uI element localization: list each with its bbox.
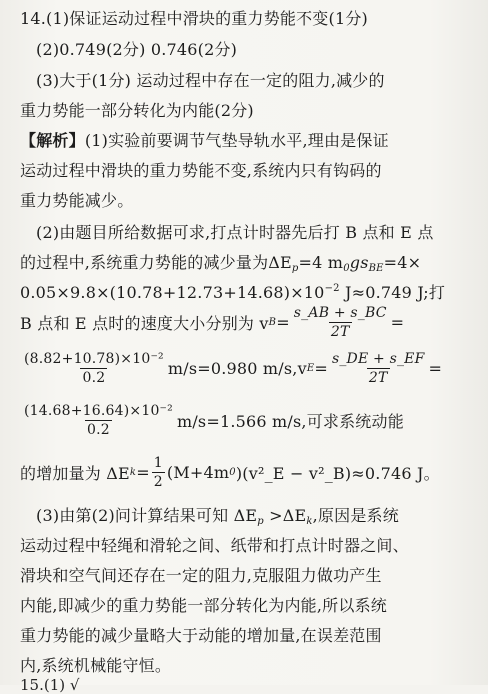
denominator: 2T — [330, 323, 350, 340]
text-span: 的过程中,系统重力势能的减少量为ΔE — [20, 253, 292, 272]
fraction-ve-value — [22, 402, 175, 439]
subscript: 0 — [229, 466, 236, 478]
text-span: gs — [349, 253, 369, 272]
fraction-one-half — [152, 454, 165, 491]
analysis-tag: 【解析】 — [20, 131, 85, 150]
text-span: = — [136, 462, 150, 482]
subscript: k — [129, 466, 137, 478]
analysis-line-7 — [20, 300, 404, 344]
denominator: 0.2 — [82, 369, 106, 386]
answer-line-4: 重力势能一部分转化为内能(2分) — [20, 101, 254, 120]
subscript: E — [306, 362, 315, 374]
subscript: p — [291, 263, 299, 274]
text-span: = — [314, 358, 328, 378]
analysis-line-2: 运动过程中滑块的重力势能不变,系统内只有钩码的 — [20, 161, 382, 180]
analysis-text: (1)实验前要调节气垫导轨水平,理由是保证 — [84, 131, 389, 150]
next-question-cutoff: 15.(1) √ — [20, 676, 80, 694]
numerator: (14.68+16.64)×10⁻² — [24, 402, 173, 419]
subscript: B — [268, 316, 277, 328]
text-span: 0.05×9.8×(10.78+12.73+14.68)×10 — [20, 283, 325, 302]
fraction-ve-formula — [330, 350, 427, 387]
analysis-line-3: 重力势能减少。 — [20, 191, 134, 210]
text-span: = — [428, 358, 443, 378]
analysis-line-11 — [36, 503, 399, 527]
text-span: >ΔE — [263, 506, 307, 525]
subscript: p — [257, 516, 264, 527]
text-span: ,原因是系统 — [312, 506, 399, 525]
fraction-vb-value — [22, 350, 166, 387]
denominator: 2 — [153, 473, 163, 490]
denominator: 2T — [368, 369, 388, 386]
analysis-line-14: 内能,即减少的重力势能一部分转化为内能,所以系统 — [20, 596, 387, 615]
fraction-vb-formula — [292, 304, 389, 341]
text-span: (3)由第(2)问计算结果可知 ΔE — [36, 506, 258, 525]
answer-line-2: (2)0.749(2分) 0.746(2分) — [36, 40, 238, 59]
numerator: s_DE + s_EF — [331, 350, 425, 367]
superscript: −2 — [324, 283, 340, 294]
analysis-line-15: 重力势能的减少量略大于动能的增加量,在误差范围 — [20, 626, 382, 645]
analysis-line-10 — [20, 450, 440, 494]
analysis-line-5 — [20, 250, 421, 274]
text-span: =4 m — [298, 253, 344, 272]
numerator: (8.82+10.78)×10⁻² — [24, 350, 164, 367]
numerator: s_AB + s_BC — [293, 304, 387, 321]
analysis-line-13: 滑块和空气间还存在一定的阻力,克服阻力做功产生 — [20, 566, 382, 585]
numerator: 1 — [153, 454, 163, 471]
analysis-line-12: 运动过程中轻绳和滑轮之间、纸带和打点计时器之间、 — [20, 536, 409, 555]
answer-line-3: (3)大于(1分) 运动过程中存在一定的阻力,减少的 — [36, 71, 385, 90]
denominator: 0.2 — [87, 421, 110, 438]
text-span: )(v²_E − v²_B)≈0.746 J。 — [235, 463, 440, 483]
text-span: =4× — [383, 253, 422, 272]
text-span: m/s=1.566 m/s,可求系统动能 — [176, 411, 404, 431]
text-span: 的增加量为 ΔE — [20, 463, 130, 483]
subscript: BE — [368, 263, 384, 274]
analysis-line-8 — [20, 346, 442, 390]
analysis-line-16: 内,系统机械能守恒。 — [20, 656, 172, 675]
text-span: J≈0.749 J;打 — [339, 283, 446, 302]
subscript: 0 — [343, 263, 350, 274]
answer-line-1: 14.(1)保证运动过程中滑块的重力势能不变(1分) — [20, 9, 368, 28]
analysis-line-4: (2)由题目所给数据可求,打点计时器先后打 B 点和 E 点 — [36, 223, 434, 242]
text-span: B 点和 E 点时的速度大小分别为 v — [20, 313, 269, 333]
text-span: = — [276, 312, 290, 332]
subscript: k — [306, 516, 313, 527]
analysis-line-9 — [20, 398, 404, 442]
text-span: m/s=0.980 m/s,v — [167, 358, 307, 378]
analysis-line-1 — [20, 128, 389, 151]
text-span: (M+4m — [166, 462, 230, 482]
text-span: = — [390, 312, 405, 332]
